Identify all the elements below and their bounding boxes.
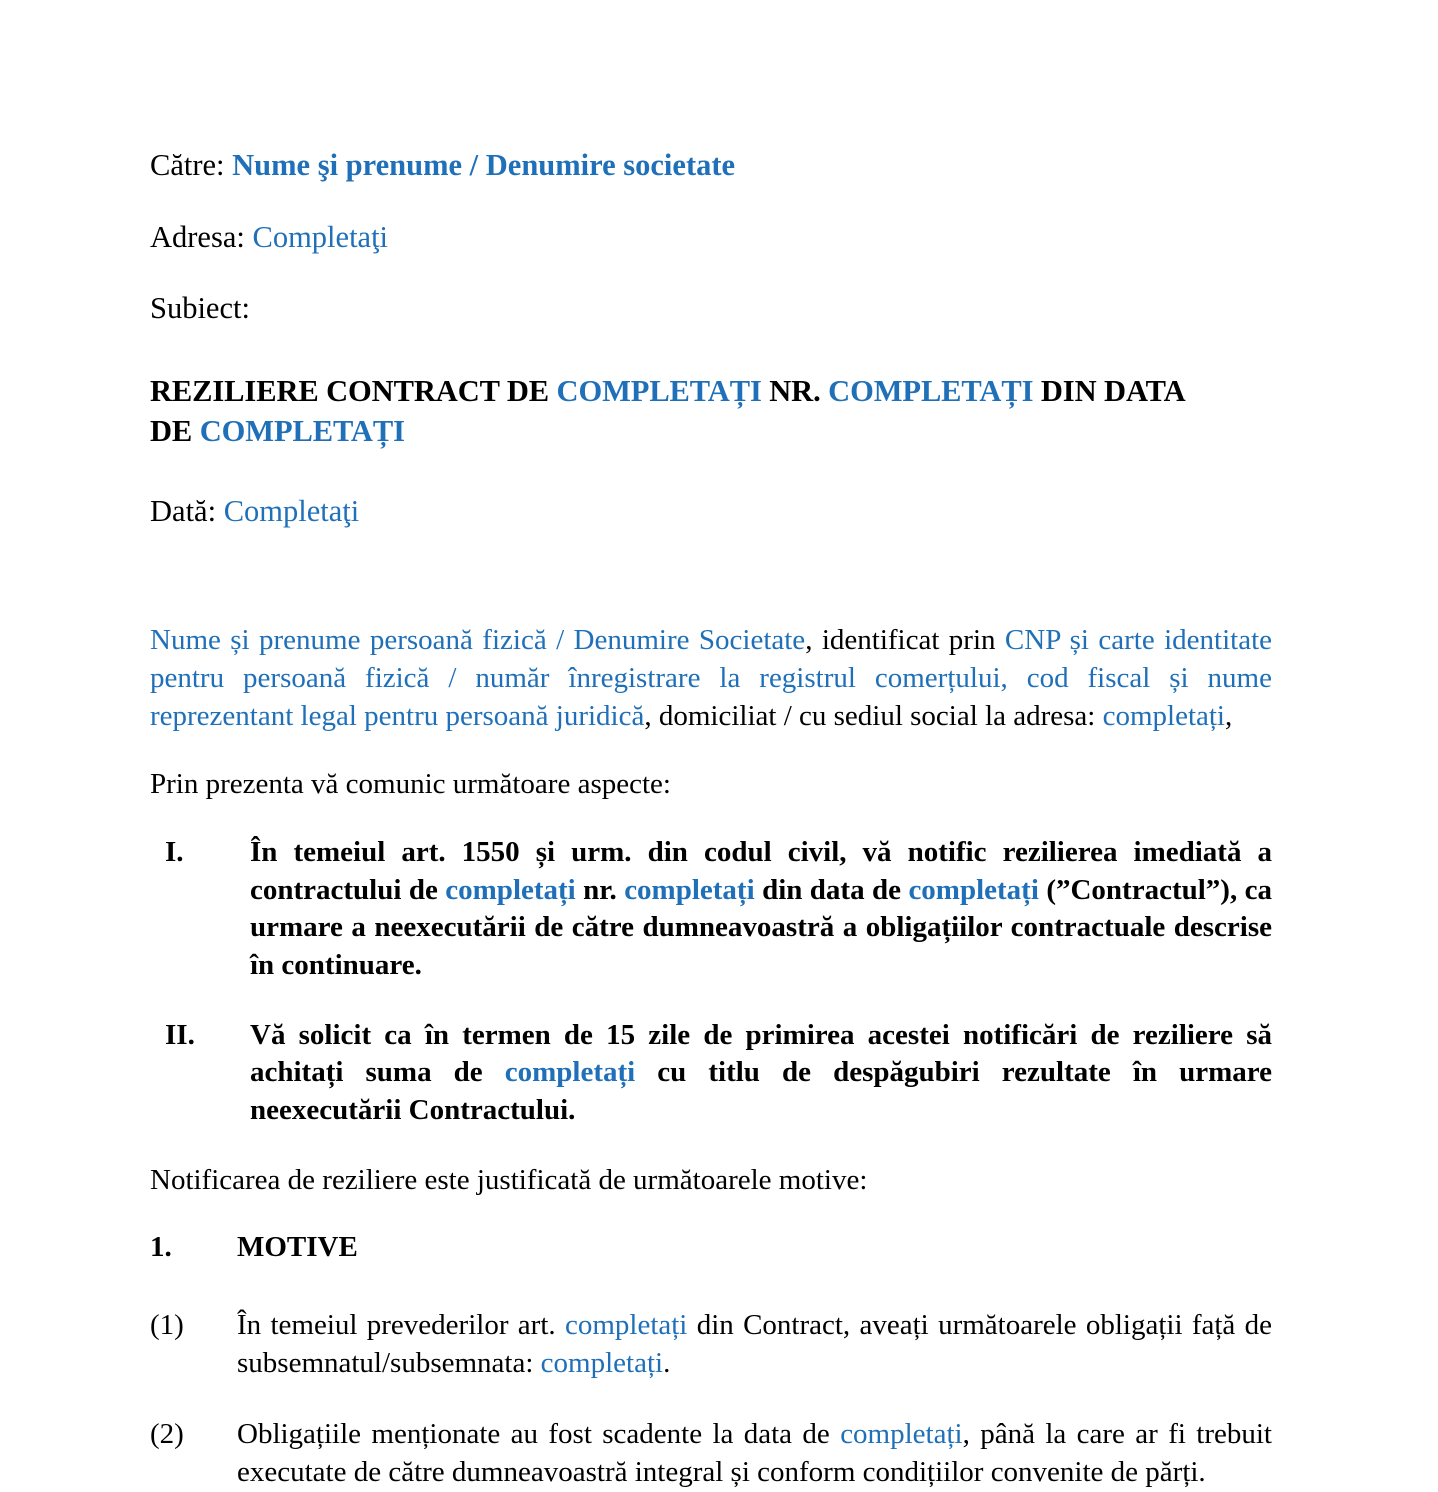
address-value: Completaţi (252, 219, 389, 254)
title-part-2: NR. (761, 373, 829, 408)
intro-placeholder-identification: CNP și carte identitate pentru persoană fizică / număr înregistrare la registrul comerțului, cod fiscal și nume reprezentant legal pentru persoană juridică (150, 624, 1272, 732)
lead-in-line: Prin prezenta vă comunic următoare aspecte: (150, 768, 671, 801)
section-title: MOTIVE (237, 1231, 358, 1264)
segment-2: cu titlu de despăgubiri rezultate în urmare neexecutării Contractului. (250, 1056, 1272, 1126)
section-heading (150, 1229, 1272, 1267)
segment-2: nr. (575, 873, 625, 906)
placeholder-obligations: completați (540, 1346, 664, 1379)
subject-label: Subiect: (150, 291, 250, 325)
segment-2: din Contract, aveați următoarele obligații față de subsemnatul/subsemnata: (237, 1309, 1272, 1379)
subject-line (150, 293, 1272, 324)
address-line (150, 219, 1272, 254)
header-body-spacer (150, 526, 1272, 622)
title-part-3: DIN DATA DE (150, 373, 1184, 449)
list-item (150, 834, 1272, 985)
list-item-marker: II. (165, 1018, 195, 1051)
segment-4: (”Contractul”), ca urmare a neexecutării de către dumneavoastră a obligațiilor contractuale descrise în continuare. (250, 873, 1272, 981)
page-title (150, 371, 1215, 452)
title-placeholder-number: COMPLETAȚI (828, 373, 1034, 408)
list-item-content (237, 1416, 1272, 1491)
segment-1: În temeiul art. 1550 și urm. din codul civil, vă notific rezilierea imediată a contractului de (250, 835, 1272, 906)
list-item (150, 1017, 1272, 1130)
placeholder-amount: completați (504, 1056, 636, 1089)
segment-2: , până la care ar fi trebuit executate de către dumneavoastră integral și conform condițiilor convenite de părți. (237, 1418, 1272, 1489)
list-item (150, 1416, 1272, 1491)
address-label: Adresa: (150, 219, 245, 254)
placeholder-article: completați (564, 1309, 688, 1342)
list-item (150, 1307, 1272, 1382)
list-item-marker: (1) (150, 1309, 184, 1342)
date-value: Completaţi (223, 493, 360, 528)
placeholder-contract-type: completați (445, 873, 576, 906)
segment-3: . (663, 1346, 671, 1379)
intro-placeholder-address: completați (1102, 699, 1225, 732)
list-item-content (250, 834, 1272, 985)
justification-line: Notificarea de reziliere este justificată de următoarele motive: (150, 1163, 868, 1196)
intro-segment-2: , domiciliat / cu sediul social la adresa: (644, 699, 1103, 732)
recipient-value: Nume şi prenume / Denumire societate (232, 148, 736, 182)
intro-paragraph (150, 622, 1272, 735)
list-item-content (250, 1017, 1272, 1130)
title-part-1: REZILIERE CONTRACT DE (150, 373, 557, 408)
placeholder-contract-date: completați (908, 873, 1039, 906)
intro-segment-3: , (1225, 699, 1233, 732)
placeholder-due-date: completați (840, 1418, 963, 1451)
section-number: 1. (150, 1231, 172, 1264)
intro-placeholder-name: Nume și prenume persoană fizică / Denumire Societate (150, 624, 806, 657)
segment-1: Vă solicit ca în termen de 15 zile de primirea acestei notificări de reziliere să achitați suma de (250, 1018, 1272, 1089)
segment-1: În temeiul prevederilor art. (237, 1309, 565, 1342)
numbered-paragraph-list (150, 1307, 1272, 1492)
recipient-label: Către: (150, 148, 225, 182)
list-item-content (237, 1307, 1272, 1382)
title-placeholder-contract-type: COMPLETAȚI (556, 373, 762, 408)
title-placeholder-date: COMPLETAȚI (199, 414, 405, 449)
placeholder-contract-number: completați (624, 873, 755, 906)
segment-3: din data de (754, 873, 909, 906)
segment-1: Obligațiile menționate au fost scadente la data de (237, 1418, 841, 1451)
roman-numeral-list (150, 834, 1272, 1130)
date-line (150, 493, 1272, 528)
intro-segment-1: , identificat prin (805, 624, 1005, 657)
recipient-line (150, 150, 1272, 181)
date-label: Dată: (150, 493, 217, 528)
list-item-marker: I. (165, 835, 184, 868)
list-item-marker: (2) (150, 1418, 184, 1451)
